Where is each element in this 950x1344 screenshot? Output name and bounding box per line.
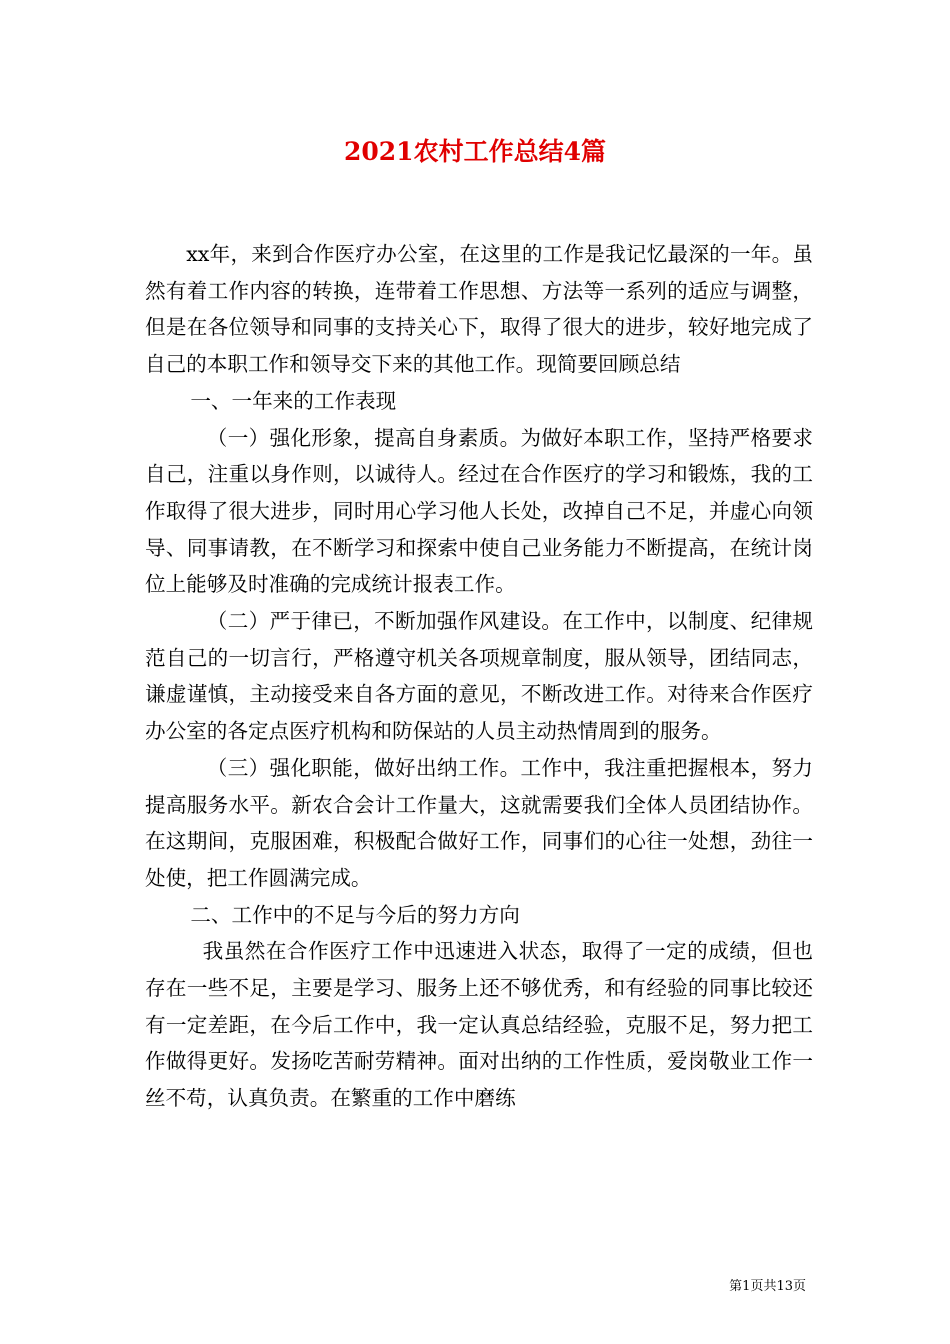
paragraph-intro: xx年，来到合作医疗办公室，在这里的工作是我记忆最深的一年。虽然有着工作内容的转换，连带着工作思想、方法等一系列的适应与调整，但是在各位领导和同事的支持关心下，取得了很大的进步，较好地完成了自己的本职工作和领导交下来的其他工作。现简要回顾总结 xyxy=(145,242,813,377)
section-heading-2: 二、工作中的不足与今后的努力方向 xyxy=(190,902,520,927)
section-heading-1: 一、一年来的工作表现 xyxy=(190,388,397,413)
paragraph-item-1: （一）强化形象，提高自身素质。为做好本职工作，坚持严格要求自己，注重以身作则，以诚待人。经过在合作医疗的学习和锻炼，我的工作取得了很大进步，同时用心学习他人长处，改掉自己不足，并虚心向领导、同事请教，在不断学习和探索中使自己业务能力不断提高，在统计岗位上能够及时准确的完成统计报表工作。 xyxy=(145,425,813,597)
paragraph-closing: 我虽然在合作医疗工作中迅速进入状态，取得了一定的成绩，但也存在一些不足，主要是学习、服务上还不够优秀，和有经验的同事比较还有一定差距，在今后工作中，我一定认真总结经验，克服不足，努力把工作做得更好。发扬吃苦耐劳精神。面对出纳的工作性质，爱岗敬业工作一丝不苟，认真负责。在繁重的工作中磨练 xyxy=(145,939,813,1111)
paragraph-item-3: （三）强化职能，做好出纳工作。工作中，我注重把握根本，努力提高服务水平。新农合会计工作量大，这就需要我们全体人员团结协作。在这期间，克服困难，积极配合做好工作，同事们的心往一处想，劲往一处使，把工作圆满完成。 xyxy=(145,755,813,890)
paragraph-item-2: （二）严于律已，不断加强作风建设。在工作中，以制度、纪律规范自己的一切言行，严格遵守机关各项规章制度，服从领导，团结同志，谦虚谨慎，主动接受来自各方面的意见，不断改进工作。对待来合作医疗办公室的各定点医疗机构和防保站的人员主动热情周到的服务。 xyxy=(145,609,813,744)
document-title: 2021农村工作总结4篇 xyxy=(344,137,606,166)
document-body xyxy=(145,236,813,1117)
page-number: 第1页共13页 xyxy=(729,1279,806,1294)
